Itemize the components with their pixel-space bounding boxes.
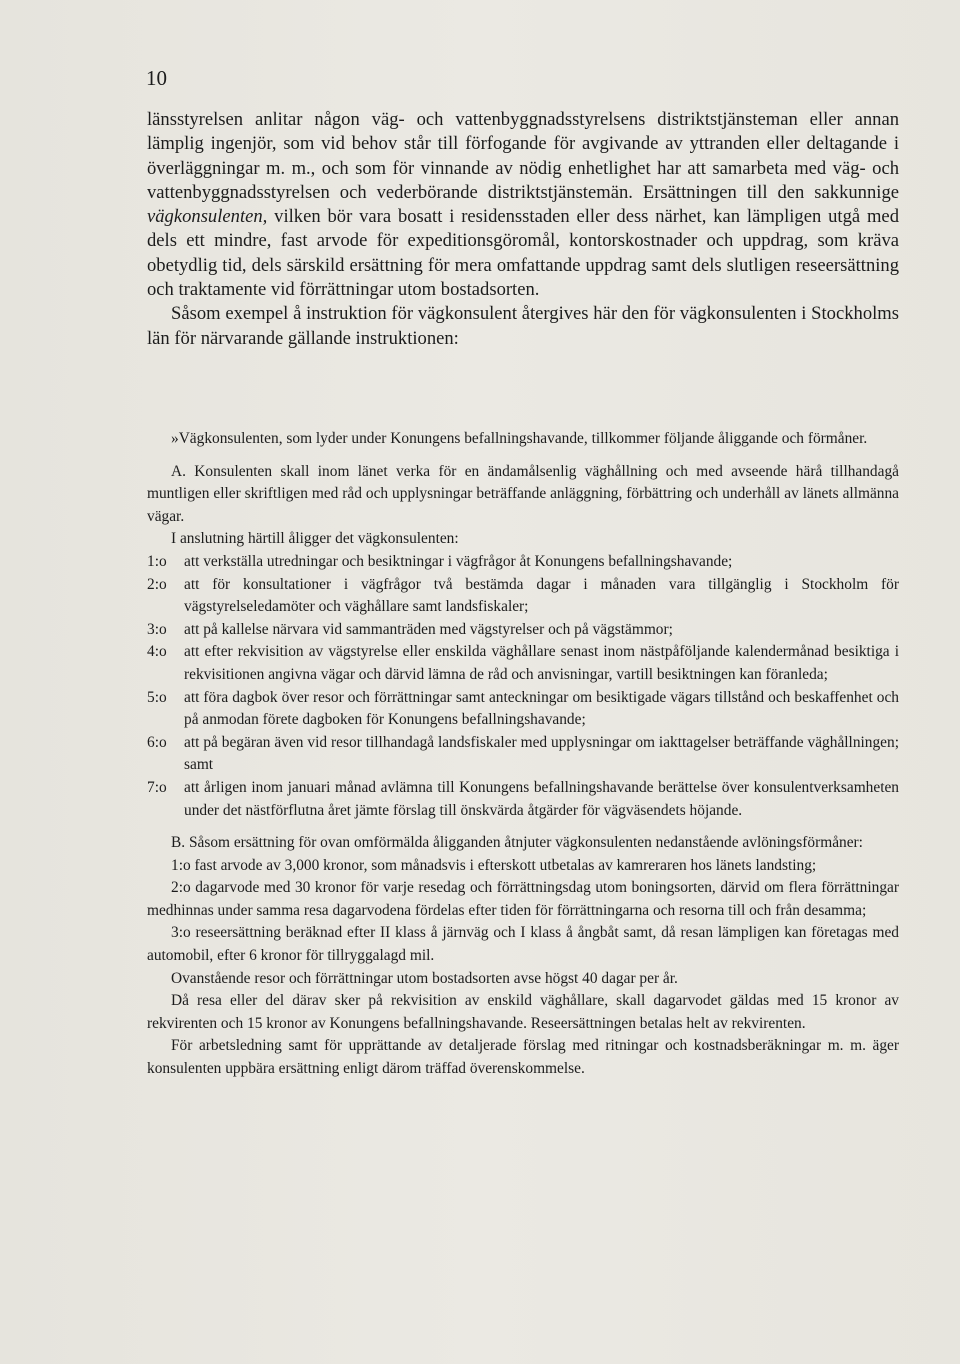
list-item-text: att på begäran även vid resor tillhandagå landsfiskaler med upplysningar om iakttagelser beträffande väghållningen; samt — [184, 733, 899, 774]
list-item-number: 7:o — [147, 778, 167, 796]
section-a-intro: I anslutning härtill åligger det vägkonsulenten: — [171, 530, 459, 548]
list-item-text: att föra dagbok över resor och förrättningar samt anteckningar om besiktigade vägars tillstånd och beskaffenhet och på anmodan förete dagboken för Konungens befallningshavande; — [184, 688, 899, 729]
list-item — [147, 574, 899, 619]
instruction-intro: »Vägkonsulenten, som lyder under Konungens befallningshavande, tillkommer följande åliggande och förmåner. — [171, 430, 868, 447]
list-item-text: att årligen inom januari månad avlämna till Konungens befallningshavande berättelse över konsulentverksamheten under det nästförflutna året jämte förslag till önskvärda åtgärder för vägväsendets höjande. — [184, 778, 899, 819]
list-item — [147, 641, 899, 686]
list-item — [147, 619, 899, 642]
list-item-text: att för konsultationer i vägfrågor två bestämda dagar i månaden vara tillgänglig i Stockholm för vägstyrelseledamöter och väghållare samt landsfiskaler; — [184, 575, 899, 616]
list-item-number: 2:o — [147, 575, 167, 593]
list-item — [147, 777, 899, 822]
list-item-number: 3:o — [147, 620, 167, 638]
section-b-item: 3:o reseersättning beräknad efter II klass å järnväg och I klass å ångbåt samt, då resan lämpligen kan företagas med automobil, efter 6 kronor för tillryggalagd mil. — [147, 924, 899, 965]
list-item — [147, 732, 899, 777]
list-item-number: 4:o — [147, 643, 167, 661]
list-item-number: 5:o — [147, 688, 167, 706]
emphasized-term: vägkonsulenten, — [147, 206, 268, 228]
body-text — [147, 108, 899, 351]
section-b-note: Ovanstående resor och förrättningar utom bostadsorten avse högst 40 dagar per år. — [171, 969, 678, 987]
list-item-number: 6:o — [147, 733, 167, 751]
section-a: A. Konsulenten skall inom länet verka för en ändamålsenlig väghållning och med avseende härå tillhandagå muntligen eller skriftligen med råd och upplysningar beträffande anläggning, förbättring och underhåll av länets allmänna vägar. — [147, 462, 899, 525]
section-b-item: 1:o fast arvode av 3,000 kronor, som månadsvis i efterskott utbetalas av kamreraren hos länets landsting; — [171, 856, 817, 874]
page-number: 10 — [146, 66, 167, 90]
list-item — [147, 687, 899, 732]
list-item — [147, 551, 899, 574]
paragraph-text: länsstyrelsen anlitar någon väg- och vattenbyggnadsstyrelsens distriktstjänsteman eller annan lämplig ingenjör, som vid behov står till förfogande för avgivande av yttranden eller deltagande i överläggningar m. m., och som för vinnande av nödig enhetlighet har att samarbeta med väg- och vattenbyggnadsstyrelsen och vederbörande distriktstjänstemän. Ersättningen till den sakkunnige — [147, 109, 899, 203]
paragraph-consultant-compensation — [147, 108, 899, 302]
paragraph-text: vilken bör vara bosatt i residensstaden eller dess närhet, kan lämpligen utgå med dels ett mindre, fast arvode för expeditionsgöromål, kontorskostnader och uppdrag, som kräva obetydlig tid, dels särskild ersättning för mera omfattande uppdrag samt dels slutligen reseersättning och traktamente vid förrättningar utom bostadsorten. — [147, 206, 899, 301]
section-b-note: Då resa eller del därav sker på rekvisition av enskild väghållare, skall dagarvodet gäldas med 15 kronor av rekvirenten och 15 kronor av Konungens befallningshavande. Reseersättningen betalas helt av rekvirenten. — [147, 992, 899, 1032]
section-b: B. Såsom ersättning för ovan omförmälda åligganden åtnjuter vägkonsulenten nedanstående avlöningsförmåner: — [171, 834, 863, 852]
list-item-text: att efter rekvisition av vägstyrelse eller enskilda väghållare senast inom nästpåföljande kalendermånad besiktiga i rekvisitionen angivna vägar och därvid lämna de råd och anvisningar, vartill besiktningen kan föranleda; — [184, 643, 899, 683]
section-b-item: 2:o dagarvode med 30 kronor för varje resedag och förrättningsdag utom boningsorten, därvid om flera förrättningar medhinnas under samma resa dagarvodena fördelas efter tiden för förrättningarna och resorna till och från desamma; — [147, 879, 899, 919]
list-item-number: 1:o — [147, 552, 167, 570]
section-b-note: För arbetsledning samt för upprättande av detaljerade förslag med ritningar och kostnadsberäkningar m. m. äger konsulenten uppbära ersättning enligt därom träffad överenskommelse. — [147, 1037, 899, 1078]
list-item-text: att verkställa utredningar och besiktningar i vägfrågor åt Konungens befallningshavande; — [184, 552, 733, 570]
instruction-text — [147, 428, 899, 1081]
paragraph-example-intro: Såsom exempel å instruktion för vägkonsulent återgives här den för vägkonsulenten i Stockholms län för närvarande gällande instruktionen: — [147, 303, 899, 349]
list-item-text: att på kallelse närvara vid sammanträden med vägstyrelser och på vägstämmor; — [184, 620, 673, 638]
